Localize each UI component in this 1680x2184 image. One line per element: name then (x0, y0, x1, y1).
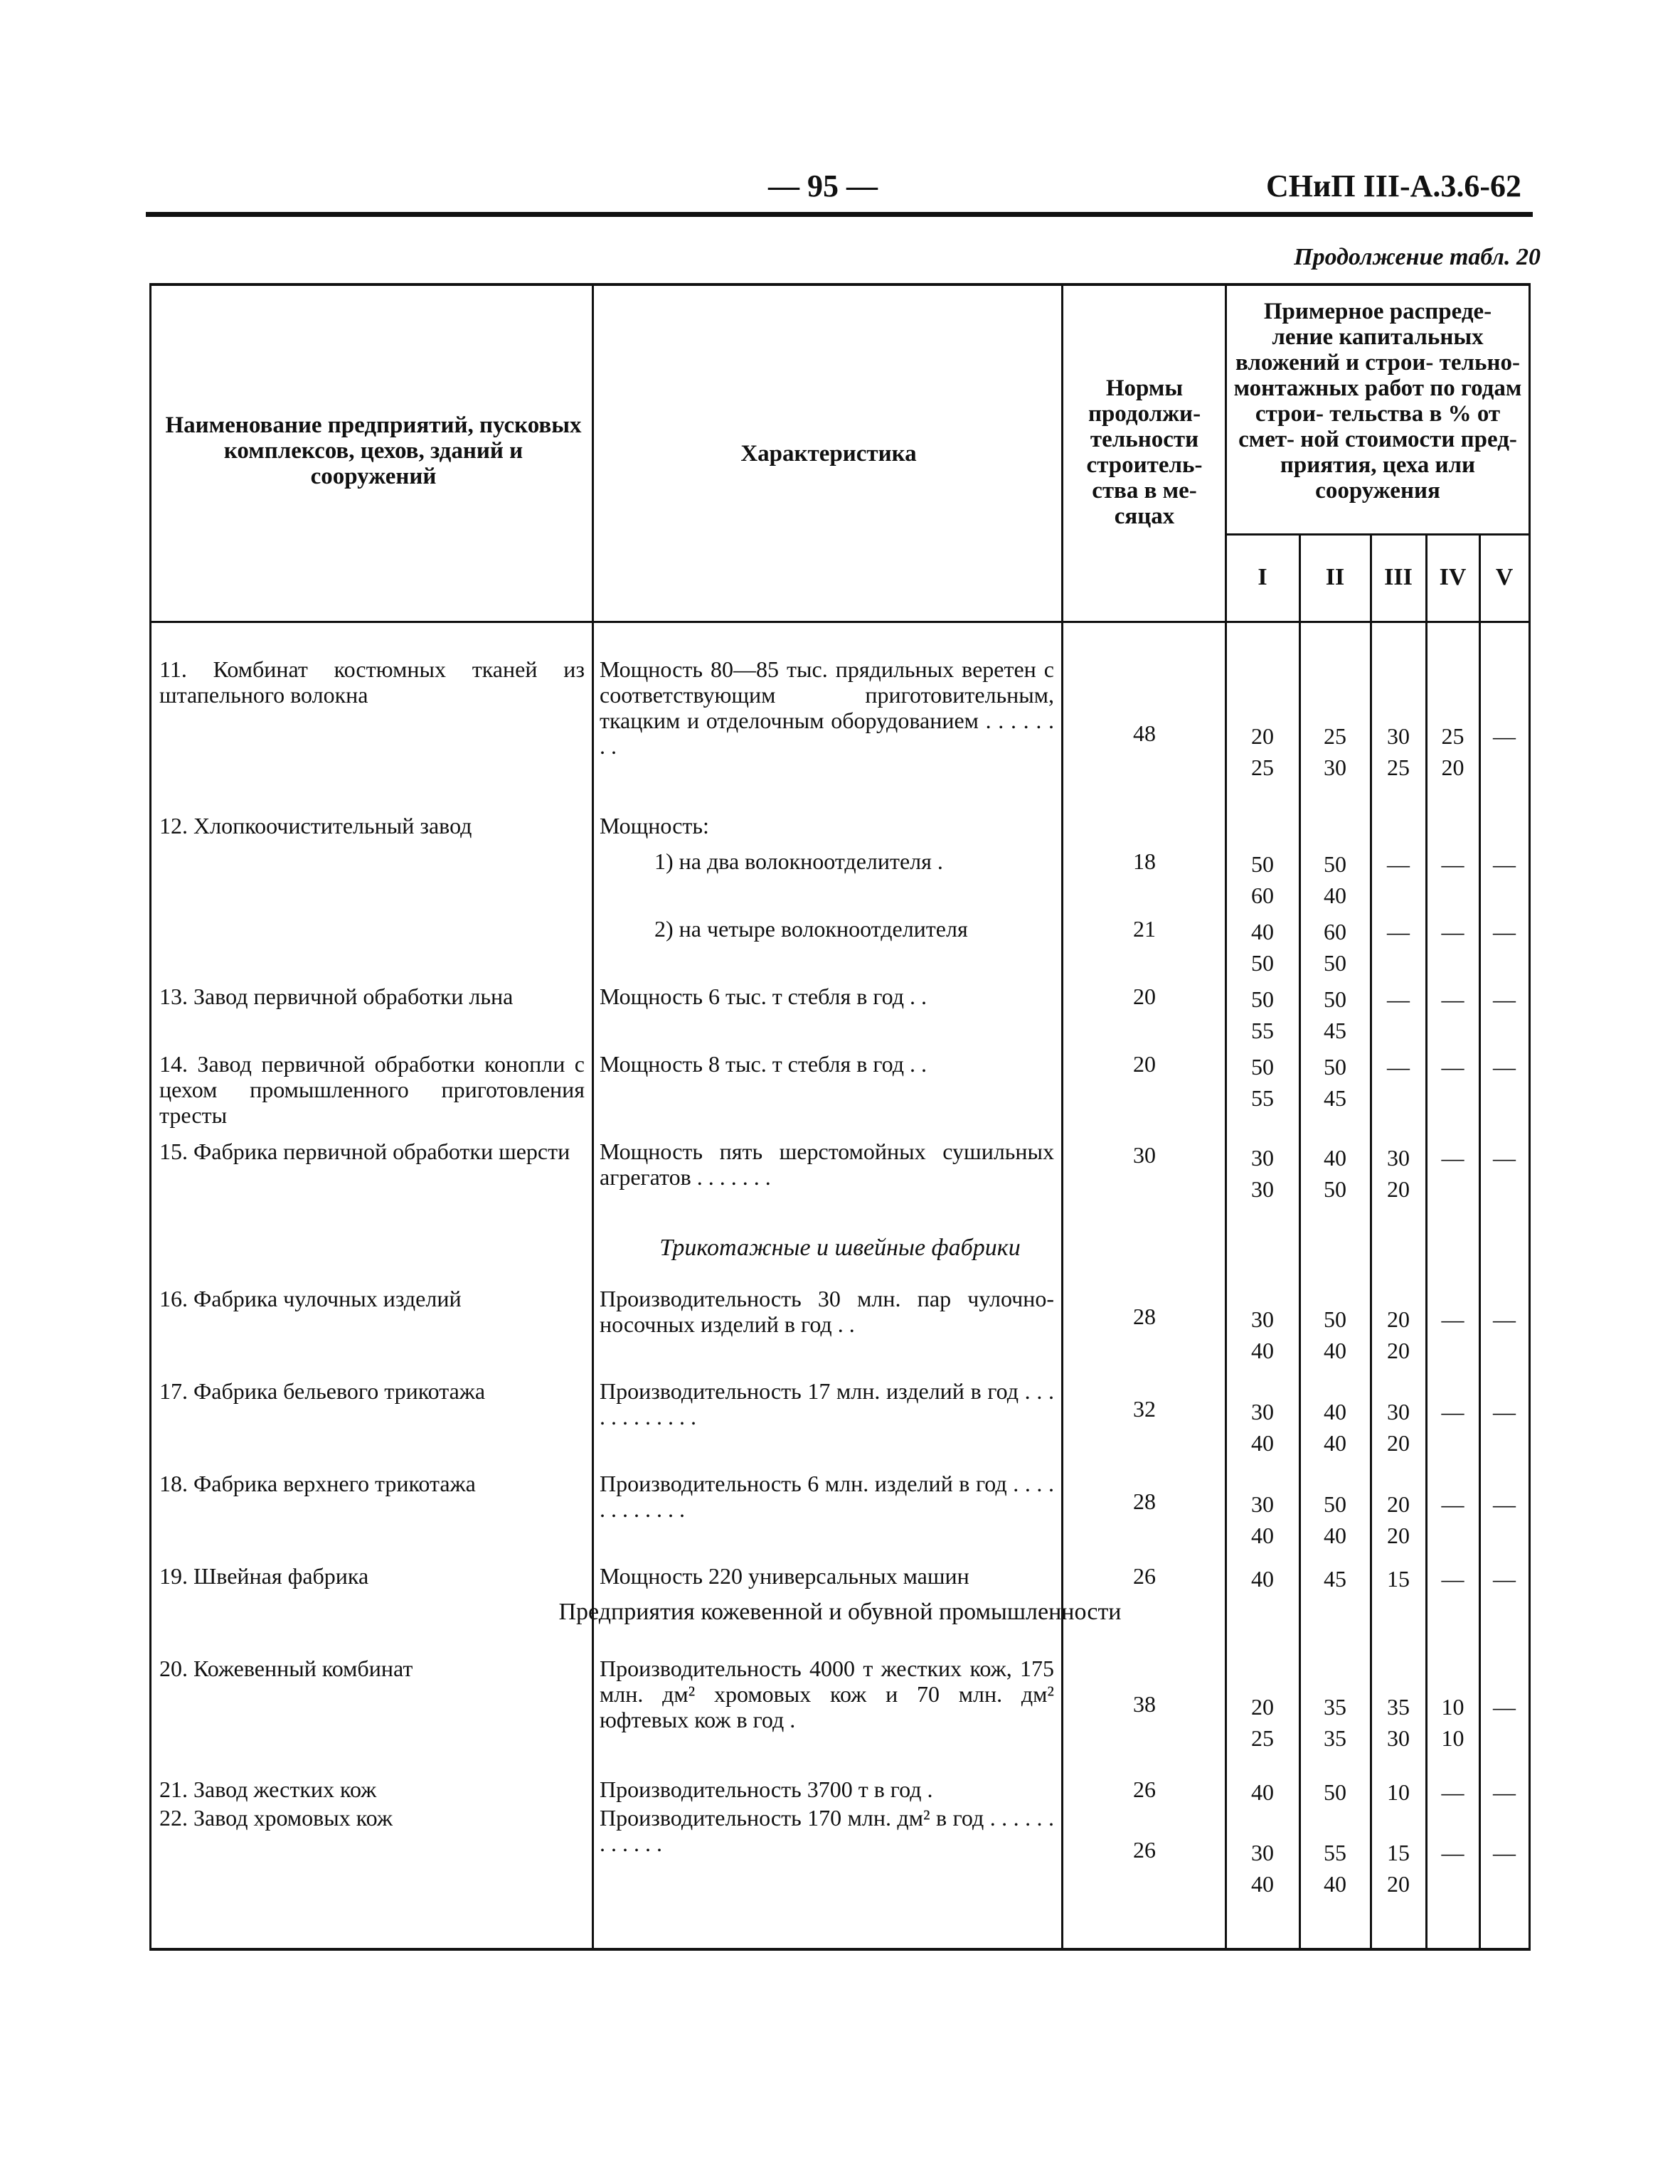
row-year-1-share: 50 55 (1251, 986, 1274, 1043)
row-characteristic: Мощность 8 тыс. т стебля в год . . (600, 1051, 927, 1077)
year-header-3: III (1384, 564, 1413, 590)
col-header-distribution: Примерное распреде- ление капитальных вложений и строи- тельно-монтажных работ по годам строи- тельства в % от смет- ной стоимости пред- приятия, цеха или сооружения (1233, 299, 1522, 504)
row-year-5-share: — (1493, 1306, 1516, 1332)
row-year-4-share: — (1441, 1491, 1464, 1517)
row-year-2-share: 50 45 (1324, 1054, 1346, 1111)
row-year-4-share: — (1441, 1840, 1464, 1865)
row-year-2-share: 25 30 (1324, 723, 1346, 780)
row-norm-months: 18 (1133, 848, 1156, 874)
col-divider (592, 283, 594, 1951)
row-name: 12. Хлопкоочистительный завод (159, 813, 472, 838)
row-year-5-share: — (1493, 1566, 1516, 1592)
row-year-1-share: 30 40 (1251, 1306, 1274, 1363)
row-year-2-share: 50 (1324, 1779, 1346, 1805)
row-year-2-share: 40 40 (1324, 1399, 1346, 1456)
row-name: 14. Завод первичной обработки конопли с цехом промышленного приготовления тресты (159, 1051, 585, 1128)
document-code: СНиП III-А.3.6-62 (1266, 169, 1522, 203)
row-name: 20. Кожевенный комбинат (159, 1656, 413, 1681)
row-year-4-share: — (1441, 1054, 1464, 1080)
col-divider (1225, 283, 1227, 1951)
row-characteristic: Мощность 6 тыс. т стебля в год . . (600, 984, 927, 1009)
row-year-3-share: 15 20 (1387, 1840, 1410, 1897)
row-year-1-share: 30 30 (1251, 1145, 1274, 1202)
row-year-4-share: — (1441, 1399, 1464, 1424)
row-year-2-share: 55 40 (1324, 1840, 1346, 1897)
row-year-3-share: 30 25 (1387, 723, 1410, 780)
row-year-5-share: — (1493, 1694, 1516, 1720)
years-header-rule (1225, 533, 1531, 536)
row-norm-months: 38 (1133, 1691, 1156, 1717)
row-name: 11. Комбинат костюмных тканей из штапельного волокна (159, 656, 585, 708)
row-year-5-share: — (1493, 1491, 1516, 1517)
row-year-1-share: 20 25 (1251, 1694, 1274, 1751)
row-name: 13. Завод первичной обработки льна (159, 984, 514, 1009)
row-year-3-share: 10 (1387, 1779, 1410, 1805)
row-norm-months: 20 (1133, 1051, 1156, 1077)
row-norm-months: 28 (1133, 1488, 1156, 1514)
row-year-3-share: 30 20 (1387, 1399, 1410, 1456)
row-year-1-share: 20 25 (1251, 723, 1274, 780)
row-year-3-share: 35 30 (1387, 1694, 1410, 1751)
row-year-2-share: 40 50 (1324, 1145, 1346, 1202)
row-year-3-share: — (1387, 986, 1410, 1012)
row-year-4-share: 10 10 (1441, 1694, 1464, 1751)
row-year-2-share: 60 50 (1324, 919, 1346, 976)
year-header-2: II (1325, 564, 1345, 590)
row-year-5-share: — (1493, 1054, 1516, 1080)
row-characteristic: Производительность 6 млн. изделий в год . . . . . . . . . . . . (600, 1471, 1054, 1522)
row-year-2-share: 45 (1324, 1566, 1346, 1592)
row-year-4-share: — (1441, 1145, 1464, 1171)
year-header-4: IV (1439, 564, 1467, 590)
section-heading-knitwear: Трикотажные и швейные фабрики (659, 1235, 1021, 1261)
table-bottom-rule (149, 1948, 1531, 1951)
row-year-3-share: 20 20 (1387, 1491, 1410, 1548)
row-year-4-share: 25 20 (1441, 723, 1464, 780)
header-rule (146, 212, 1533, 217)
row-year-5-share: — (1493, 1145, 1516, 1171)
row-norm-months: 32 (1133, 1396, 1156, 1422)
row-name: 22. Завод хромовых кож (159, 1805, 393, 1831)
row-norm-months: 28 (1133, 1304, 1156, 1329)
row-year-5-share: — (1493, 986, 1516, 1012)
col-header-norms: Нормы продолжи- тельности строитель- ства в ме- сяцах (1086, 375, 1203, 529)
row-name: 15. Фабрика первичной обработки шерсти (159, 1139, 570, 1164)
row-year-5-share: — (1493, 723, 1516, 749)
row-name: 21. Завод жестких кож (159, 1777, 377, 1802)
row-characteristic: Мощность: (600, 813, 709, 838)
row-year-2-share: 50 40 (1324, 851, 1346, 908)
row-year-3-share: 15 (1387, 1566, 1410, 1592)
row-year-1-share: 30 40 (1251, 1399, 1274, 1456)
row-year-5-share: — (1493, 1399, 1516, 1424)
row-year-2-share: 50 40 (1324, 1491, 1346, 1548)
section-heading-leather: Предприятия кожевенной и обувной промышленности (558, 1599, 1122, 1625)
row-norm-months: 26 (1133, 1777, 1156, 1802)
row-norm-months: 48 (1133, 720, 1156, 746)
row-norm-months: 21 (1133, 916, 1156, 942)
row-year-4-share: — (1441, 1306, 1464, 1332)
row-year-3-share: — (1387, 851, 1410, 877)
row-year-1-share: 30 40 (1251, 1840, 1274, 1897)
row-year-1-share: 40 (1251, 1566, 1274, 1592)
header-bottom-rule (149, 621, 1531, 623)
row-norm-months: 20 (1133, 984, 1156, 1009)
norms-table (149, 283, 1531, 1951)
row-year-5-share: — (1493, 919, 1516, 944)
row-characteristic: Производительность 3700 т в год . (600, 1777, 933, 1802)
row-name: 19. Швейная фабрика (159, 1563, 369, 1589)
row-characteristic: Производительность 170 млн. дм² в год . . . . . . . . . . . . (600, 1805, 1054, 1856)
row-year-5-share: — (1493, 1840, 1516, 1865)
row-year-1-share: 30 40 (1251, 1491, 1274, 1548)
row-year-4-share: — (1441, 986, 1464, 1012)
row-year-2-share: 50 40 (1324, 1306, 1346, 1363)
row-year-1-share: 40 50 (1251, 919, 1274, 976)
row-year-5-share: — (1493, 851, 1516, 877)
row-characteristic: Производительность 30 млн. пар чулочно-носочных изделий в год . . (600, 1286, 1054, 1337)
row-year-3-share: 30 20 (1387, 1145, 1410, 1202)
table-top-rule (149, 283, 1531, 286)
row-norm-months: 26 (1133, 1563, 1156, 1589)
col-divider (1529, 283, 1531, 1951)
page-number: — 95 — (768, 169, 878, 203)
col-header-name: Наименование предприятий, пусковых комплексов, цехов, зданий и сооружений (165, 412, 582, 489)
row-year-1-share: 50 60 (1251, 851, 1274, 908)
row-name: 17. Фабрика бельевого трикотажа (159, 1378, 486, 1404)
row-year-2-share: 35 35 (1324, 1694, 1346, 1751)
row-year-3-share: — (1387, 919, 1410, 944)
row-characteristic: 2) на четыре волокноотделителя (654, 916, 968, 942)
col-divider (1061, 283, 1063, 1951)
row-characteristic: Мощность пять шерстомойных сушильных агрегатов . . . . . . . (600, 1139, 1054, 1190)
row-year-3-share: 20 20 (1387, 1306, 1410, 1363)
row-year-1-share: 50 55 (1251, 1054, 1274, 1111)
col-header-characteristic: Характеристика (740, 441, 917, 467)
col-divider (149, 283, 151, 1951)
row-norm-months: 30 (1133, 1142, 1156, 1168)
year-header-5: V (1495, 564, 1514, 590)
row-year-1-share: 40 (1251, 1779, 1274, 1805)
year-header-1: I (1258, 564, 1267, 590)
row-year-4-share: — (1441, 1566, 1464, 1592)
row-name: 18. Фабрика верхнего трикотажа (159, 1471, 476, 1496)
row-characteristic: 1) на два волокноотделителя . (654, 848, 943, 874)
row-year-4-share: — (1441, 1779, 1464, 1805)
row-year-4-share: — (1441, 919, 1464, 944)
row-year-5-share: — (1493, 1779, 1516, 1805)
row-characteristic: Производительность 4000 т жестких кож, 175 млн. дм² хромовых кож и 70 млн. дм² юфтевых кож в год . (600, 1656, 1054, 1732)
row-characteristic: Мощность 220 универсальных машин (600, 1563, 969, 1589)
table-continuation-note: Продолжение табл. 20 (1294, 244, 1541, 270)
row-norm-months: 26 (1133, 1837, 1156, 1863)
row-characteristic: Производительность 17 млн. изделий в год . . . . . . . . . . . . (600, 1378, 1054, 1429)
row-characteristic: Мощность 80—85 тыс. прядильных веретен с соответствующим приготовительным, ткацким и отделочным оборудованием . . . . . . . . (600, 656, 1054, 759)
row-name: 16. Фабрика чулочных изделий (159, 1286, 462, 1311)
row-year-3-share: — (1387, 1054, 1410, 1080)
row-year-2-share: 50 45 (1324, 986, 1346, 1043)
row-year-4-share: — (1441, 851, 1464, 877)
